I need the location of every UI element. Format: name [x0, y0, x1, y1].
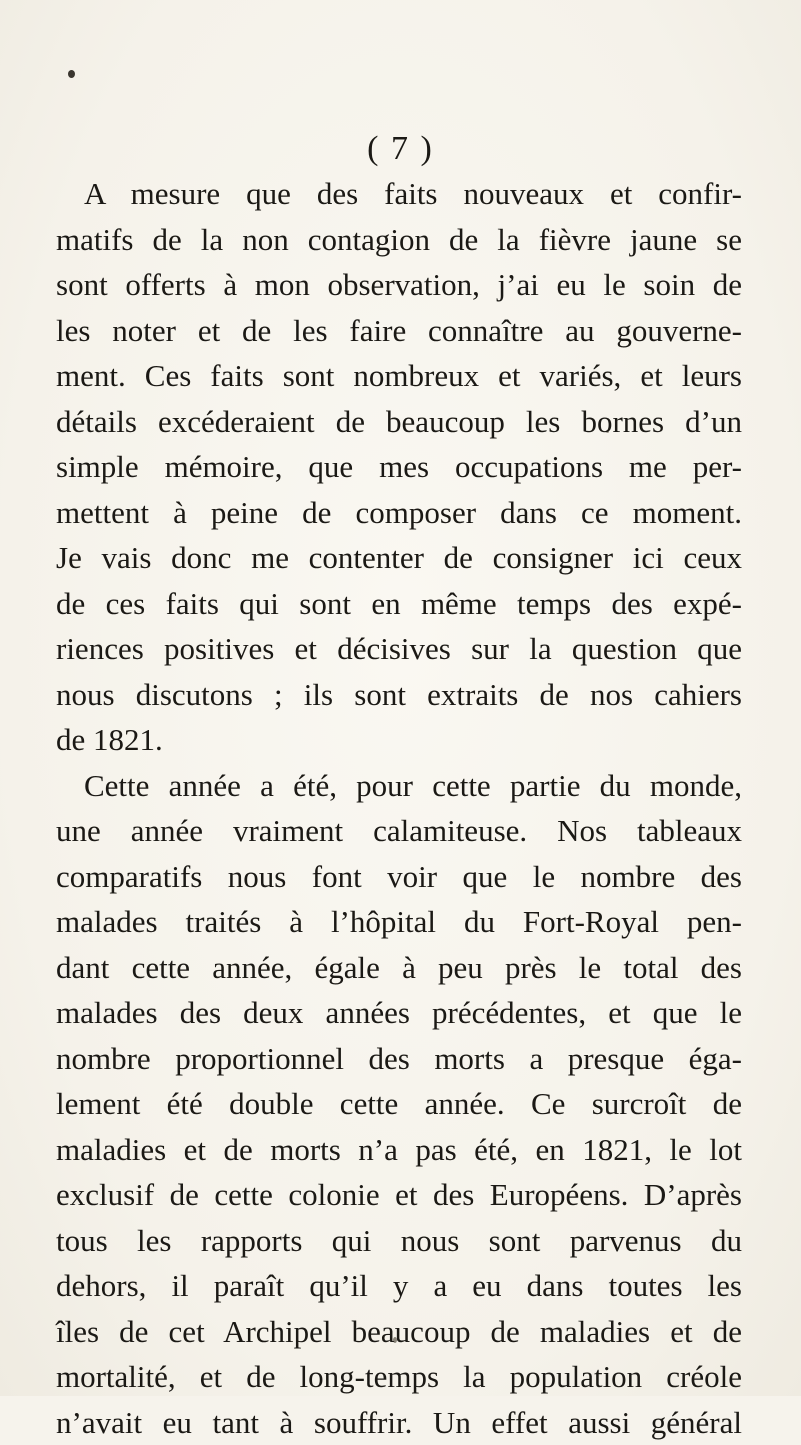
text-line: Je vais donc me contenter de consigner ici ceux	[56, 535, 742, 581]
text-line: sont offerts à mon observation, j’ai eu le soin de	[56, 262, 742, 308]
text-line: de ces faits qui sont en même temps des expé-	[56, 581, 742, 627]
text-line: nombre proportionnel des morts a presque éga-	[56, 1036, 742, 1082]
text-line: tous les rapports qui nous sont parvenus du	[56, 1218, 742, 1264]
text-line: simple mémoire, que mes occupations me per-	[56, 444, 742, 490]
text-line: de 1821.	[56, 717, 742, 763]
text-line: détails excéderaient de beaucoup les bornes d’un	[56, 399, 742, 445]
text-line: dant cette année, égale à peu près le total des	[56, 945, 742, 991]
text-line: matifs de la non contagion de la fièvre jaune se	[56, 217, 742, 263]
text-line: les noter et de les faire connaître au gouverne-	[56, 308, 742, 354]
text-line: Cette année a été, pour cette partie du monde,	[56, 763, 742, 809]
text-line: A mesure que des faits nouveaux et confir-	[56, 171, 742, 217]
text-line: lement été double cette année. Ce surcroît de	[56, 1081, 742, 1127]
text-line: comparatifs nous font voir que le nombre des	[56, 854, 742, 900]
text-line: riences positives et décisives sur la question que	[56, 626, 742, 672]
text-line: ment. Ces faits sont nombreux et variés, et leurs	[56, 353, 742, 399]
text-line: mortalité, et de long-temps la population créole	[56, 1354, 742, 1400]
text-line: dehors, il paraît qu’il y a eu dans toutes les	[56, 1263, 742, 1309]
text-line: n’avait eu tant à souffrir. Un effet aussi général	[56, 1400, 742, 1445]
text-line: maladies et de morts n’a pas été, en 1821, le lot	[56, 1127, 742, 1173]
text-line: nous discutons ; ils sont extraits de nos cahiers	[56, 672, 742, 718]
ink-speck	[68, 70, 75, 78]
text-line: malades des deux années précédentes, et que le	[56, 990, 742, 1036]
text-line: îles de cet Archipel beaucoup de maladies et de	[56, 1309, 742, 1355]
page-number: ( 7 )	[0, 130, 801, 168]
text-line: exclusif de cette colonie et des Européens. D’après	[56, 1172, 742, 1218]
body-text	[56, 171, 742, 1445]
text-line: une année vraiment calamiteuse. Nos tableaux	[56, 808, 742, 854]
text-line: mettent à peine de composer dans ce moment.	[56, 490, 742, 536]
text-line: malades traités à l’hôpital du Fort-Royal pen-	[56, 899, 742, 945]
